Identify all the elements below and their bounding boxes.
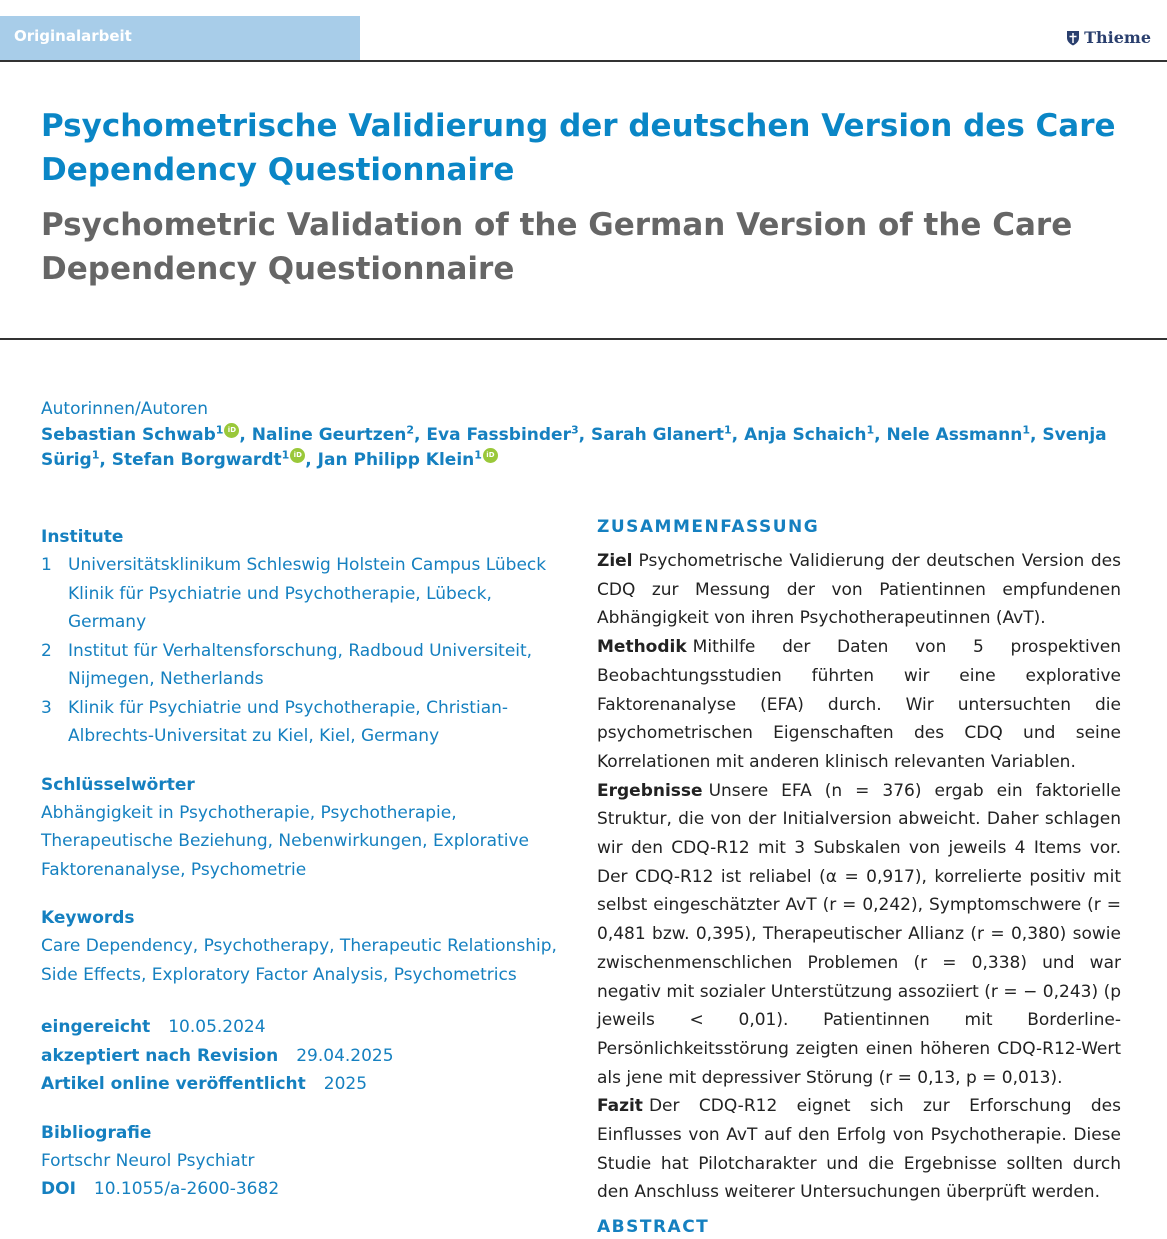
authors-label: Autorinnen/Autoren	[41, 399, 209, 419]
section-tag: Originalarbeit	[0, 16, 360, 60]
author-name[interactable]: Sebastian Schwab$^1$	[41, 423, 224, 445]
methodik-paragraph: Methodik Mithilfe der Daten von 5 prospektiven Beobachtungsstudien führten wir eine explorative Faktorenanalyse (EFA) durch. Wir untersuchten die psychometrischen Eigenschaften des CDQ und seine Korrelationen mit anderen klinisch relevanten Variablen.	[597, 637, 1121, 772]
author-name[interactable]: Naline Geurtzen$^2$	[251, 423, 414, 445]
author-list: Sebastian Schwab$^1$ iD , Naline Geurtzen$^2$, Eva Fassbinder$^3$, Sarah Glanert$^1$, Anja Schaich$^1$, Nele Assmann$^1$, Svenja Sürig$^1$, Stefan Borgwardt$^1$ iD , Jan Philipp Klein$^1$ iD	[41, 423, 1107, 470]
keywords-heading: Keywords	[41, 908, 135, 928]
institutes-heading: Institute	[41, 527, 124, 547]
title-german: Psychometrische Validierung der deutschen Version des Care Dependency Questionnaire	[41, 108, 1116, 188]
publisher-logo[interactable]	[1066, 28, 1151, 47]
ergebnisse-paragraph: Ergebnisse Unsere EFA (n = 376) ergab ein faktorielle Struktur, die von der Initialversion abweicht. Daher schlagen wir den CDQ-R12 mit 3 Subskalen von jeweils 4 Items vor. Der CDQ-R12 ist reliabel (α = 0,917), korrelierte positiv mit selbst eingeschätzter AvT (r = 0,242), Symptomschwere (r = 0,481 bzw. 0,395), Therapeutischer Allianz (r = 0,380) sowie zwischenmenschlichen Problemen (r = 0,338) und war negativ mit sozialer Unterstützung assoziiert (r = − 0,243) (p jeweils < 0,01). Patientinnen mit Borderline-Persönlichkeitsstörung zeigten einen höheren CDQ-R12-Wert als jene mit depressiver Störung (r = 0,13, p = 0,013).	[597, 780, 1121, 1088]
thieme-shield-icon	[1066, 30, 1080, 46]
zusammenfassung-column	[597, 517, 1121, 1207]
doi-link[interactable]: 10.1055/a-2600-3682	[93, 1179, 280, 1199]
ziel-paragraph: Ziel Psychometrische Validierung der deutschen Version des CDQ zur Messung der von Patientinnen empfundenen Abhängigkeit von ihren Psychotherapeutinnen (AvT).	[597, 551, 1121, 629]
institutes-list	[41, 551, 566, 751]
date-row: akzeptiert nach Revision 29.04.2025	[41, 1045, 394, 1066]
abstract-heading: ABSTRACT	[597, 1217, 710, 1237]
orcid-icon[interactable]: iD	[290, 448, 305, 463]
orcid-icon[interactable]: iD	[224, 423, 239, 438]
metadata-column	[41, 527, 566, 1204]
journal-name: Fortschr Neurol Psychiatr	[41, 1150, 255, 1171]
title-divider	[0, 338, 1167, 340]
fazit-paragraph: Fazit Der CDQ-R12 eignet sich zur Erforschung des Einflusses von AvT auf den Erfolg von Psychotherapie. Diese Studie hat Pilotcharakter und die Ergebnisse sollten durch den Anschluss weiterer Untersuchungen überprüft werden.	[597, 1096, 1121, 1203]
keywords-text: Care Dependency, Psychotherapy, Therapeutic Relationship, Side Effects, Exploratory Factor Analysis, Psychometrics	[41, 936, 557, 985]
title-english: Psychometric Validation of the German Version of the Care Dependency Questionnaire	[41, 207, 1073, 287]
publication-dates	[41, 1013, 566, 1099]
author-name[interactable]: Eva Fassbinder$^3$	[426, 423, 579, 445]
schluesselwoerter-text: Abhängigkeit in Psychotherapie, Psychotherapie, Therapeutische Beziehung, Nebenwirkungen, Explorative Faktorenanalyse, Psychometrie	[41, 802, 529, 880]
doi-row[interactable]: DOI 10.1055/a-2600-3682	[41, 1179, 280, 1199]
list-item: 1 Universitätsklinikum Schleswig Holstein Campus Lübeck Klinik für Psychiatrie und Psychotherapie, Lübeck, Germany	[41, 555, 547, 632]
orcid-icon[interactable]: iD	[483, 448, 498, 463]
author-name[interactable]: Anja Schaich$^1$	[744, 423, 875, 445]
list-item: 3 Klinik für Psychiatrie und Psychotherapie, Christian-Albrechts-Universitat zu Kiel, Kiel, Germany	[41, 697, 509, 746]
date-row: eingereicht 10.05.2024	[41, 1017, 266, 1037]
publisher-name: Thieme	[1084, 28, 1151, 47]
author-name[interactable]: Stefan Borgwardt$^1$	[111, 448, 290, 470]
schluesselwoerter-heading: Schlüsselwörter	[41, 774, 195, 795]
zusammenfassung-body	[597, 547, 1121, 1207]
list-item: 2 Institut für Verhaltensforschung, Radboud Universiteit, Nijmegen, Netherlands	[41, 640, 533, 689]
author-name[interactable]: Sarah Glanert$^1$	[591, 423, 732, 445]
date-row: Artikel online veröffentlicht 2025	[41, 1074, 368, 1094]
author-name[interactable]: Nele Assmann$^1$	[886, 423, 1030, 445]
author-name[interactable]: Svenja Sürig$^1$	[41, 425, 1107, 470]
author-name[interactable]: Jan Philipp Klein$^1$	[317, 448, 482, 470]
bibliografie-heading: Bibliografie	[41, 1122, 152, 1143]
header-divider	[0, 60, 1167, 62]
zusammenfassung-heading: ZUSAMMENFASSUNG	[597, 517, 820, 537]
